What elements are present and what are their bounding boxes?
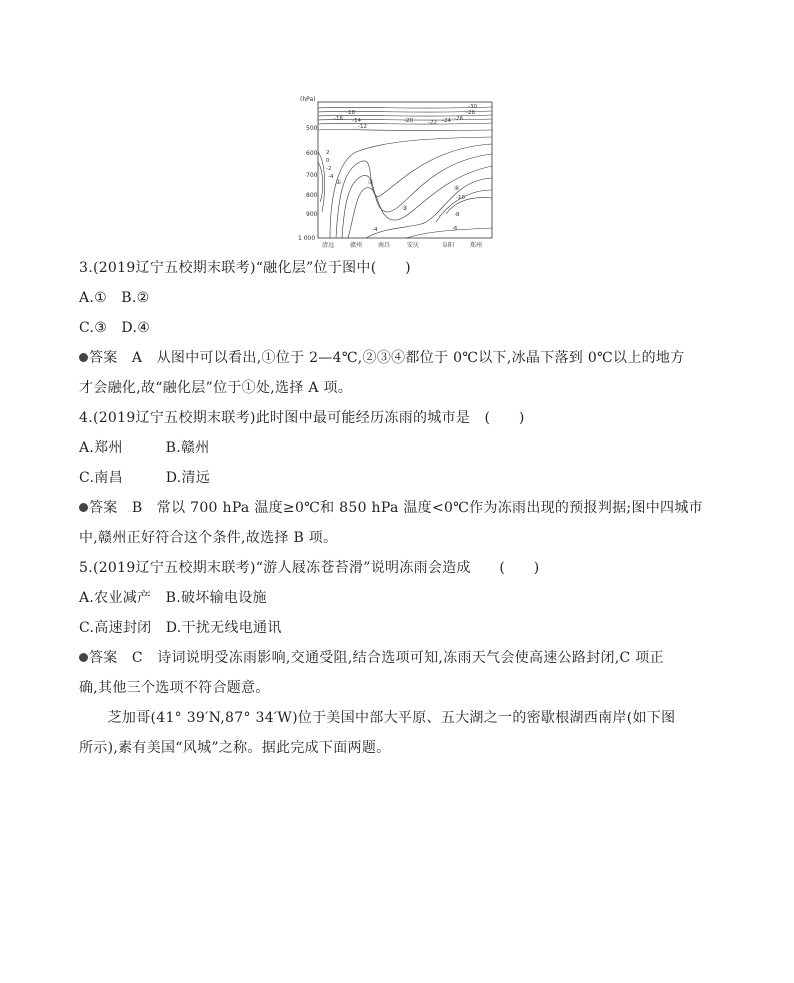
y-tick: 700: [306, 172, 318, 179]
y-tick: 500: [306, 125, 318, 132]
isotherm-label: -30: [468, 104, 477, 110]
isotherm-label: -18: [346, 110, 355, 116]
y-tick: 600: [306, 150, 318, 157]
isotherm-label: -12: [358, 124, 367, 130]
isotherm-label: -16: [334, 116, 343, 122]
x-tick: 安庆: [407, 242, 420, 249]
question-5: 5.(2019辽宁五校期末联考)“游人屐冻苍苔滑”说明冻雨会造成 ( ): [79, 560, 540, 576]
isotherm-lines: [318, 107, 492, 238]
x-tick: 赣州: [350, 242, 363, 249]
x-tick: 阜阳: [442, 242, 455, 249]
answer-bullet-icon: [79, 503, 88, 512]
answer-line: 答案 B 常以 700 hPa 温度≥0℃和 850 hPa 温度<0℃作为冻雨出现的预报判据;图中四城市: [79, 498, 703, 518]
isotherm-label: -4: [328, 174, 334, 180]
isotherm-figure: [296, 92, 496, 252]
y-unit: (hPa): [300, 96, 316, 103]
option-line: C.高速封闭 D.干扰无线电通讯: [79, 620, 282, 636]
isotherm-label: -22: [428, 120, 437, 126]
isotherm-label: -26: [454, 116, 463, 122]
answer-continuation: 确,其他三个选项不符合题意。: [79, 680, 270, 696]
isotherm-line: [342, 154, 492, 238]
isotherm-line: [318, 162, 323, 202]
isotherm-label: -4: [372, 227, 378, 233]
intro-paragraph-continuation: 所示),素有美国“风城”之称。据此完成下面两题。: [79, 740, 391, 756]
isotherm-label: -6: [452, 226, 458, 232]
isotherm-label: -8: [454, 212, 460, 218]
y-tick: 900: [306, 211, 318, 218]
isotherm-line: [406, 228, 492, 238]
isotherm-line: [318, 107, 492, 108]
isotherm-label: -24: [442, 118, 451, 124]
isotherm-line: [446, 198, 492, 214]
x-tick: 南昌: [378, 242, 391, 249]
isotherm-label: 2: [326, 150, 330, 156]
y-ticks: [298, 125, 318, 242]
isotherm-label: -20: [404, 118, 413, 124]
intro-paragraph: 芝加哥(41° 39′N,87° 34′W)位于美国中部大平原、五大湖之一的密歇根湖西南岸(如下图: [79, 710, 676, 726]
answer-bullet-icon: [79, 353, 88, 362]
x-tick: 清远: [322, 242, 335, 249]
isotherm-label: -28: [466, 110, 475, 116]
option-line: A.① B.②: [79, 290, 150, 306]
isotherm-label: -2: [326, 166, 332, 172]
option-line: C.南昌 D.清远: [79, 470, 211, 486]
isotherm-line: [318, 152, 325, 212]
x-tick: 郑州: [470, 242, 483, 249]
region-marker-1: ①: [336, 179, 342, 186]
answer-continuation: 中,赣州正好符合这个条件,故选择 B 项。: [79, 530, 338, 546]
x-ticks: [322, 241, 482, 249]
y-tick: 800: [306, 192, 318, 199]
isotherm-line: [318, 129, 492, 130]
isotherm-label: 0: [326, 158, 330, 164]
answer-bullet-icon: [79, 653, 88, 662]
answer-continuation: 才会融化,故“融化层”位于①处,选择 A 项。: [79, 380, 353, 396]
isotherm-line: [336, 144, 492, 238]
isotherm-label: -14: [352, 118, 361, 124]
answer-line: 答案 C 诗词说明受冻雨影响,交通受阻,结合选项可知,冻雨天气会使高速公路封闭,C 项正: [79, 648, 664, 668]
option-line: A.郑州 B.赣州: [79, 440, 210, 456]
region-marker-2: ②: [368, 179, 374, 186]
question-3: 3.(2019辽宁五校期末联考)“融化层”位于图中( ): [79, 260, 411, 276]
region-marker-4: ④: [454, 185, 460, 192]
y-tick: 1 000: [298, 235, 316, 242]
isotherm-chart: [296, 92, 496, 252]
answer-line: 答案 A 从图中可以看出,①位于 2—4℃,②③④都位于 0℃以下,冰晶下落到 0℃以上的地方: [79, 348, 685, 368]
option-line: C.③ D.④: [79, 320, 151, 336]
option-line: A.农业减产 B.破坏输电设施: [79, 590, 267, 606]
region-marker-3: ③: [402, 205, 408, 212]
isotherm-line: [348, 166, 492, 238]
question-4: 4.(2019辽宁五校期末联考)此时图中最可能经历冻雨的城市是 ( ): [79, 410, 525, 426]
isotherm-line: [330, 137, 492, 238]
isotherm-label: -10: [456, 195, 465, 201]
